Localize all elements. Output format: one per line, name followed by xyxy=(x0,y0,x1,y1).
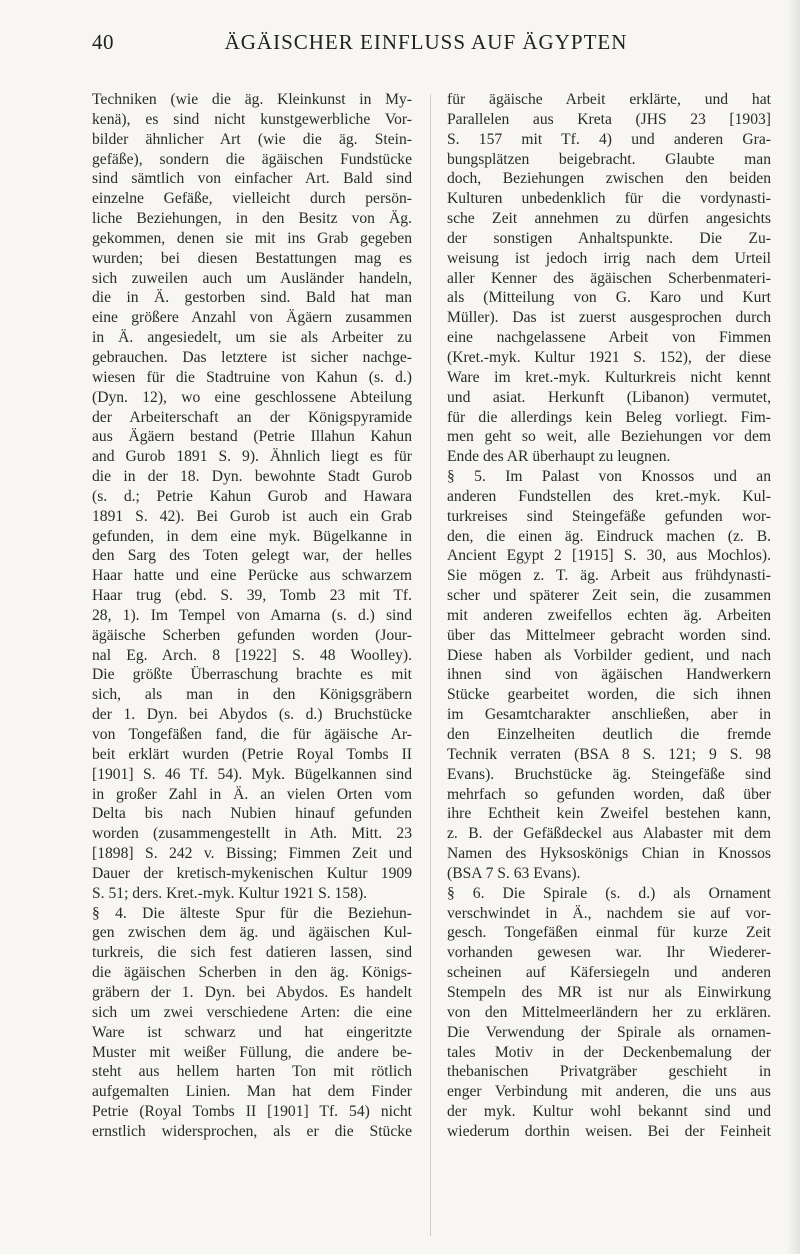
text-line: Petrie (Royal Tombs II [1901] Tf. 54) nicht xyxy=(92,1103,412,1121)
text-line: [1901] S. 46 Tf. 54). Myk. Bügelkannen sind xyxy=(92,765,412,783)
left-text-column xyxy=(92,90,412,1142)
text-line: Stücke gearbeitet worden, die sich ihnen xyxy=(447,686,771,704)
running-title: ÄGÄISCHER EINFLUSS AUF ÄGYPTEN xyxy=(224,30,628,54)
text-line: den Sarg des Toten gelegt war, der helles xyxy=(92,547,412,565)
text-line: (Dyn. 12), wo eine geschlossene Abteilung xyxy=(92,388,412,406)
text-line: gekommen, denen sie mit ins Grab gegeben xyxy=(92,229,412,247)
text-line: Evans). Bruchstücke äg. Steingefäße sind xyxy=(447,765,771,783)
text-line: sich um zwei verschiedene Arten: die eine xyxy=(92,1003,412,1021)
text-line: wiederum dorthin weisen. Bei der Feinheit xyxy=(447,1122,771,1140)
text-line: in Ä. angesiedelt, um sie als Arbeiter zu xyxy=(92,329,412,347)
page-edge-shadow xyxy=(786,0,800,1254)
text-line: beit erklärt wurden (Petrie Royal Tombs II xyxy=(92,745,412,763)
text-line: 1891 S. 42). Bei Gurob ist auch ein Grab xyxy=(92,507,412,525)
text-line: sche Zeit annehmen zu dürfen angesichts xyxy=(447,210,771,228)
text-line: worden (zusammengestellt in Ath. Mitt. 23 xyxy=(92,825,412,843)
text-line: Die Verwendung der Spirale als ornamen- xyxy=(447,1023,771,1041)
text-line: liche Beziehungen, in den Besitz von Äg. xyxy=(92,210,412,228)
right-text-column xyxy=(447,90,771,1142)
text-line: den Einzelheiten deutlich die fremde xyxy=(447,726,771,743)
text-line: Technik verraten (BSA 8 S. 121; 9 S. 98 xyxy=(447,745,771,763)
text-line: Delta bis nach Nubien hinauf gefunden xyxy=(92,805,412,823)
text-line: die in Ä. gestorben sind. Bald hat man xyxy=(92,289,412,307)
text-line: der sonstigen Anhaltspunkte. Die Zu- xyxy=(447,229,771,247)
text-line: Ware im kret.-myk. Kulturkreis nicht kennt xyxy=(447,368,771,386)
text-line: weisung ist jedoch irrig nach dem Urteil xyxy=(447,249,771,267)
text-line: gesch. Tongefäßen einmal für kurze Zeit xyxy=(447,924,771,942)
text-line: doch, Beziehungen zwischen den beiden xyxy=(447,170,771,188)
page-header xyxy=(92,30,760,60)
text-line: für die allerdings kein Beleg vorliegt. Fim- xyxy=(447,408,771,426)
text-line: vorhanden gewesen war. Ihr Wiederer- xyxy=(447,944,771,962)
text-line: Müller). Das ist zuerst ausgesprochen durch xyxy=(447,309,771,327)
text-line: die in der 18. Dyn. bewohnte Stadt Gurob xyxy=(92,468,412,486)
text-line: eine größere Anzahl von Ägäern zusammen xyxy=(92,309,412,327)
text-line: bungsplätzen beigebracht. Glaubte man xyxy=(447,150,771,168)
text-line: § 5. Im Palast von Knossos und an xyxy=(447,468,771,486)
text-line: Sie mögen z. T. äg. Arbeit aus frühdynasti- xyxy=(447,567,771,585)
text-line: scher und späterer Zeit sein, die zusammen xyxy=(447,587,771,605)
text-line: Haar hatte und eine Perücke aus schwarzem xyxy=(92,567,412,585)
text-line: Parallelen aus Kreta (JHS 23 [1903] xyxy=(447,110,771,128)
text-line: aufgemalten Linien. Man hat dem Finder xyxy=(92,1083,412,1101)
text-line: sich zuweilen auch um Ausländer handeln, xyxy=(92,269,412,287)
text-line: scheinen auf Käfersiegeln und anderen xyxy=(447,964,771,982)
page-number: 40 xyxy=(92,30,114,54)
text-line: für ägäische Arbeit erklärte, und hat xyxy=(447,91,771,108)
text-line: ägäische Scherben gefunden worden (Jour- xyxy=(92,626,412,644)
text-line: ihre Echtheit kein Zweifel bestehen kann, xyxy=(447,805,771,823)
text-line: (Kret.-myk. Kultur 1921 S. 152), der diese xyxy=(447,348,771,366)
text-line: § 4. Die älteste Spur für die Beziehun- xyxy=(92,904,412,922)
text-line: der myk. Kultur wohl bekannt sind und xyxy=(447,1103,771,1121)
text-line: Die größte Überraschung brachte es mit xyxy=(92,666,412,684)
column-divider xyxy=(430,94,431,1236)
text-line: von den Mittelmeerländern her zu erklären. xyxy=(447,1003,771,1021)
text-line: kenä), es sind nicht kunstgewerbliche Vor- xyxy=(92,110,412,128)
text-line: wiesen für die Stadtruine von Kahun (s. d.) xyxy=(92,368,412,386)
text-line: ihnen sind von ägäischen Handwerkern xyxy=(447,666,771,684)
text-line: gräbern der 1. Dyn. bei Abydos. Es handelt xyxy=(92,983,412,1001)
text-line: sind sämtlich von einfacher Art. Bald sind xyxy=(92,170,412,188)
text-line: (BSA 7 S. 63 Evans). xyxy=(447,864,581,882)
text-line: S. 157 mit Tf. 4) und anderen Gra- xyxy=(447,130,771,148)
text-line: der Arbeiterschaft an der Königspyramide xyxy=(92,408,412,426)
text-line: tales Motiv in der Deckenbemalung der xyxy=(447,1043,771,1061)
text-line: gefunden, in dem eine myk. Bügelkanne in xyxy=(92,527,412,545)
text-line: Haar trug (ebd. S. 39, Tomb 23 mit Tf. xyxy=(92,587,412,605)
text-line: nal Eg. Arch. 8 [1922] S. 48 Woolley). xyxy=(92,646,412,664)
text-line: S. 51; ders. Kret.-myk. Kultur 1921 S. 158). xyxy=(92,884,368,902)
text-line: Kulturen unbedenklich für die vordynasti- xyxy=(447,190,771,208)
text-line: den, die einen äg. Eindruck machen (z. B. xyxy=(447,527,771,545)
text-line: gebrauchen. Das letztere ist sicher nachge- xyxy=(92,348,412,366)
text-line: turkreises sind Steingefäße gefunden wor- xyxy=(447,507,771,525)
text-line: bilder ähnlicher Art (wie die äg. Stein- xyxy=(92,130,412,148)
text-line: § 6. Die Spirale (s. d.) als Ornament xyxy=(447,884,771,902)
text-line: verschwindet in Ä., nachdem sie auf vor- xyxy=(447,904,771,922)
text-line: and Gurob 1891 S. 9). Ähnlich liegt es für xyxy=(92,448,412,466)
text-line: gefäße), sondern die ägäischen Fundstücke xyxy=(92,150,412,168)
text-line: gen zwischen dem äg. und ägäischen Kul- xyxy=(92,924,412,942)
text-line: Ancient Egypt 2 [1915] S. 30, aus Mochlos). xyxy=(447,547,771,565)
text-line: Diese haben als Vorbilder gedient, und nach xyxy=(447,646,771,664)
text-line: (s. d.; Petrie Kahun Gurob and Hawara xyxy=(92,487,412,505)
text-line: ernstlich widersprochen, als er die Stücke xyxy=(92,1122,412,1140)
text-line: Ware ist schwarz und hat eingeritzte xyxy=(92,1023,412,1041)
text-line: einzelne Gefäße, vielleicht durch persön- xyxy=(92,190,412,208)
text-line: im Gesamtcharakter anschließen, aber in xyxy=(447,706,771,724)
text-line: enger Verbindung mit anderen, die uns aus xyxy=(447,1083,771,1101)
text-line: mehrfach so gefunden worden, daß über xyxy=(447,785,771,803)
text-line: in großer Zahl in Ä. an vielen Orten vom xyxy=(92,785,412,803)
text-line: thebanischen Privatgräber geschieht in xyxy=(447,1063,771,1081)
text-line: die ägäischen Scherben in den äg. Königs- xyxy=(92,964,412,982)
text-line: aus Ägäern bestand (Petrie Illahun Kahun xyxy=(92,428,412,446)
text-line: Dauer der kretisch-mykenischen Kultur 1909 xyxy=(92,864,412,882)
text-line: sich, als man in den Königsgräbern xyxy=(92,686,412,704)
text-line: der 1. Dyn. bei Abydos (s. d.) Bruchstücke xyxy=(92,706,412,724)
text-line: Namen des Hyksoskönigs Chian in Knossos xyxy=(447,845,771,863)
text-line: eine nachgelassene Arbeit von Fimmen xyxy=(447,329,771,347)
text-line: mit anderen zweifellos echten äg. Arbeiten xyxy=(447,606,771,624)
text-line: wurden; bei diesen Bestattungen mag es xyxy=(92,249,412,267)
text-line: Stempeln des MR ist nur als Einwirkung xyxy=(447,983,771,1001)
text-line: steht aus hellem harten Ton mit rötlich xyxy=(92,1063,412,1081)
text-line: Muster mit weißer Füllung, die andere be- xyxy=(92,1043,412,1061)
text-line: von Tongefäßen fand, die für ägäische Ar- xyxy=(92,726,412,743)
text-line: aller Kenner des ägäischen Scherbenmateri- xyxy=(447,269,771,287)
text-line: über das Mittelmeer gebracht worden sind. xyxy=(447,626,771,644)
text-line: z. B. der Gefäßdeckel aus Alabaster mit dem xyxy=(447,825,771,843)
text-line: turkreis, die sich fest datieren lassen, sind xyxy=(92,944,412,962)
text-line: anderen Fundstellen des kret.-myk. Kul- xyxy=(447,487,771,505)
text-line: Techniken (wie die äg. Kleinkunst in My- xyxy=(92,91,412,108)
text-line: 28, 1). Im Tempel von Amarna (s. d.) sind xyxy=(92,606,412,624)
text-line: und asiat. Herkunft (Libanon) vermutet, xyxy=(447,388,771,406)
text-line: men geht so weit, alle Beziehungen vor dem xyxy=(447,428,771,446)
text-line: [1898] S. 242 v. Bissing; Fimmen Zeit und xyxy=(92,845,412,863)
text-line: als (Mitteilung von G. Karo und Kurt xyxy=(447,289,771,307)
text-line: Ende des AR überhaupt zu leugnen. xyxy=(447,448,671,466)
